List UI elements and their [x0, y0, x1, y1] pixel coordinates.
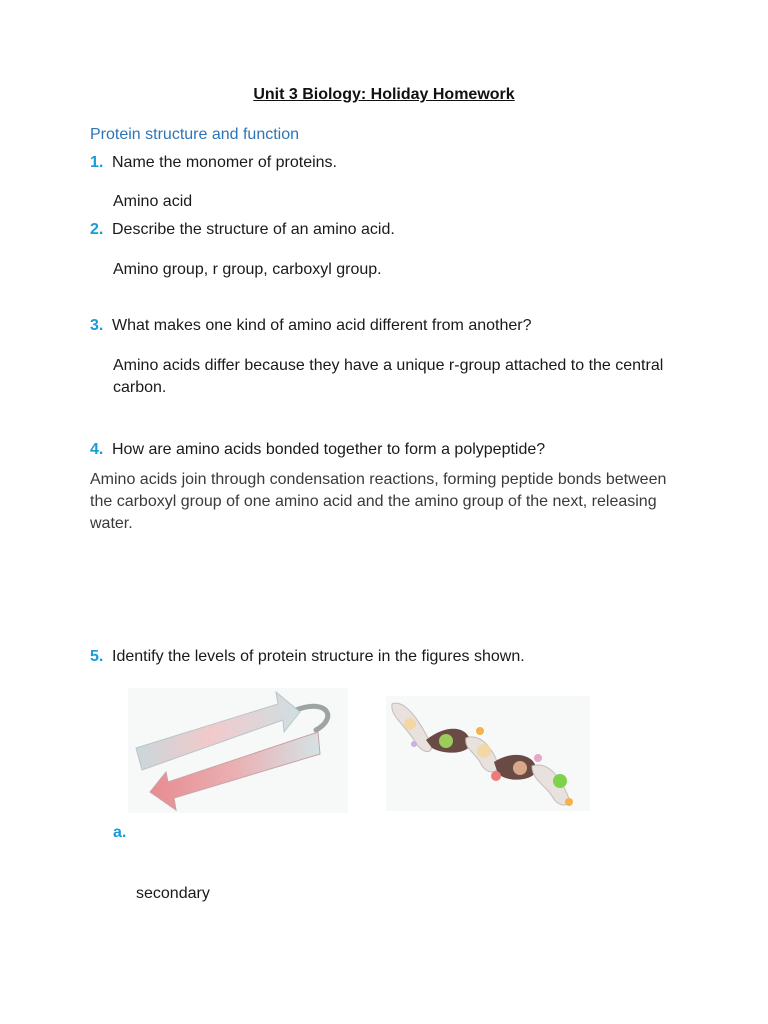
question-4	[90, 439, 545, 461]
r-group-bead	[553, 774, 567, 788]
r-group-bead	[491, 771, 501, 781]
question-1	[90, 152, 337, 174]
question-number: 3.	[90, 317, 104, 334]
question-number: 4.	[90, 441, 104, 458]
answer-2: Amino group, r group, carboxyl group.	[113, 261, 382, 278]
question-2	[90, 219, 395, 241]
answer-1: Amino acid	[113, 193, 193, 210]
question-text: Name the monomer of proteins.	[112, 154, 337, 171]
answer-4-line-2: the carboxyl group of one amino acid and the amino group of the next, releasing	[90, 493, 657, 510]
part-a-label: a.	[113, 824, 127, 841]
r-group-bead	[439, 734, 453, 748]
question-number: 2.	[90, 221, 104, 238]
r-group-bead	[477, 744, 491, 758]
r-group-bead	[404, 718, 416, 730]
r-group-bead	[534, 754, 542, 762]
part-a-answer: secondary	[136, 885, 210, 902]
r-group-bead	[565, 798, 573, 806]
answer-4-line-3: water.	[90, 515, 133, 532]
r-group-bead	[476, 727, 484, 735]
question-text: Identify the levels of protein structure in the figures shown.	[112, 648, 525, 665]
answer-3-line-2: carbon.	[113, 379, 167, 396]
section-heading: Protein structure and function	[90, 126, 300, 143]
answer-3-line-1: Amino acids differ because they have a unique r-group attached to the central	[113, 357, 664, 374]
question-text: What makes one kind of amino acid different from another?	[112, 317, 532, 334]
question-number: 5.	[90, 648, 104, 665]
r-group-bead	[513, 761, 527, 775]
answer-4-line-1: Amino acids join through condensation reactions, forming peptide bonds between	[90, 471, 667, 488]
question-text: How are amino acids bonded together to form a polypeptide?	[112, 441, 546, 458]
beta-pleated-sheet-illustration	[128, 688, 348, 813]
r-group-bead	[411, 741, 417, 747]
question-number: 1.	[90, 154, 104, 171]
page-title: Unit 3 Biology: Holiday Homework	[253, 86, 515, 103]
question-3	[90, 315, 531, 337]
alpha-helix-illustration	[386, 696, 590, 811]
question-5	[90, 646, 525, 668]
question-text: Describe the structure of an amino acid.	[112, 221, 395, 238]
